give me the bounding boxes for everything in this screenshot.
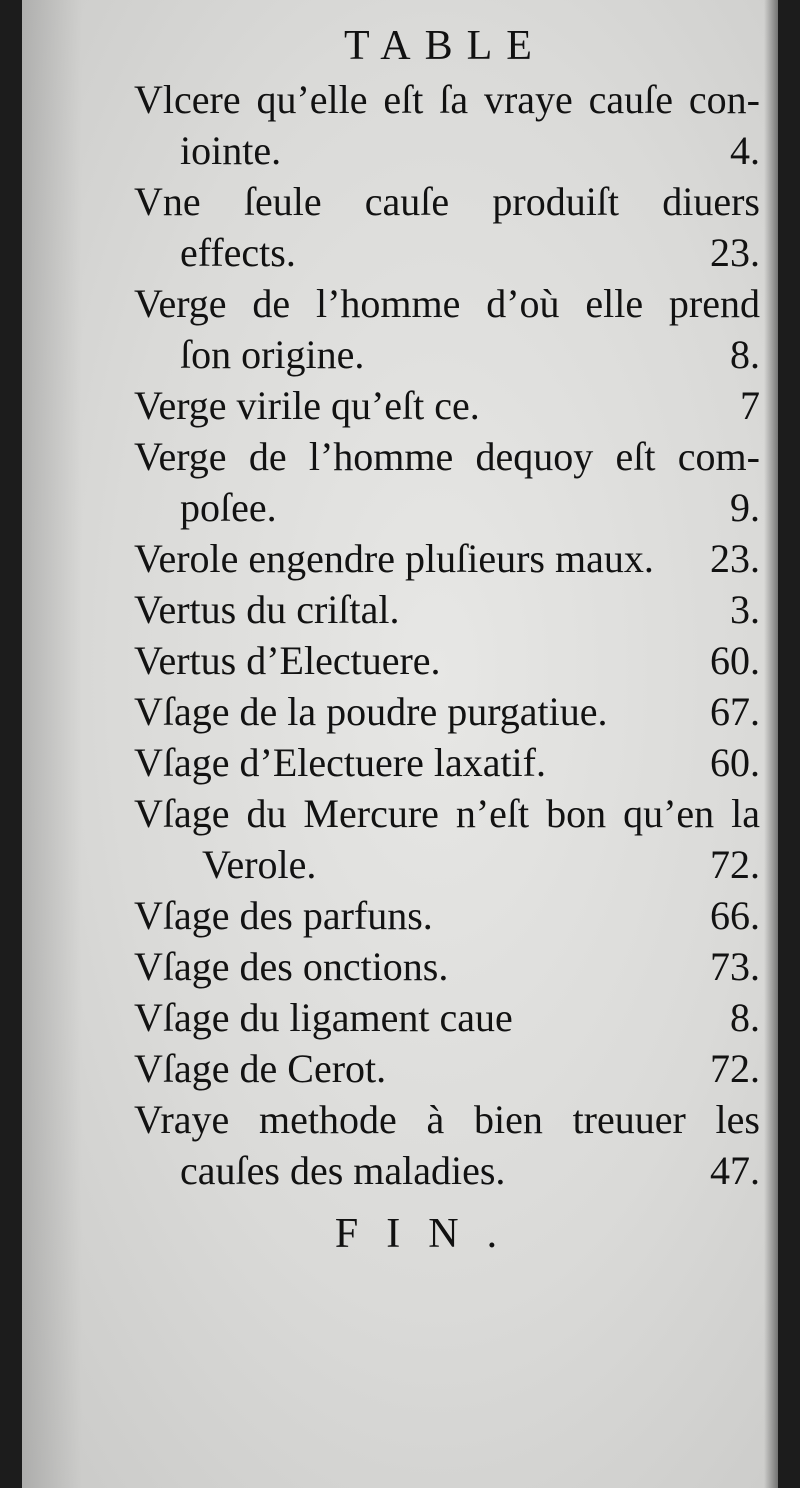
index-entry [134,278,760,380]
index-entry [134,788,760,890]
entry-text: Vſage d’Electuere laxatif. [134,740,546,785]
entry-text: Vſage du Mercure n’eſt bon qu’en la [134,791,760,836]
entry-text: Vraye methode à bien treuuer les [134,1097,760,1142]
entry-line [134,941,760,992]
entry-continuation-line [134,125,760,176]
page-header-table: TABLE [344,23,546,69]
entry-page-number: 67. [710,689,760,734]
entry-text: iointe. [180,128,282,173]
entry-line [134,890,760,941]
entry-line [134,992,760,1043]
entry-text: Vertus du criſtal. [134,587,400,632]
entry-continuation-line [134,839,760,890]
entry-page-number: 47. [710,1148,760,1193]
entry-line [134,278,760,329]
index-entries [134,74,760,1196]
entry-text: Verole. [202,842,317,887]
entry-line [134,584,760,635]
entry-text: Vertus d’Electuere. [134,638,441,683]
entry-line [134,1043,760,1094]
page-edge-shadow [764,0,778,1488]
index-entry [134,941,760,992]
entry-text: Verge de l’homme d’où elle prend [134,281,760,326]
entry-page-number: 66. [710,893,760,938]
entry-page-number: 3. [730,587,760,632]
index-entry [134,1043,760,1094]
index-entry [134,737,760,788]
entry-text: poſee. [180,485,277,530]
entry-line [134,788,760,839]
entry-line [134,686,760,737]
entry-line [134,176,760,227]
entry-text: Vſage des onctions. [134,944,449,989]
entry-text: Vſage de Cerot. [134,1046,387,1091]
index-entry [134,686,760,737]
index-entry [134,584,760,635]
entry-page-number: 8. [730,995,760,1040]
entry-text: Vlcere qu’elle eſt ſa vraye cauſe con- [134,77,760,122]
entry-text: Verge virile qu’eſt ce. [134,383,480,428]
index-entry [134,380,760,431]
index-entry [134,431,760,533]
entry-text: effects. [180,230,296,275]
book-page [22,0,778,1488]
entry-page-number: 9. [730,485,760,530]
entry-page-number: 72. [710,1046,760,1091]
entry-continuation-line [134,227,760,278]
gutter-shadow [22,0,82,1488]
index-entry [134,890,760,941]
end-mark-fin: FIN. [334,1211,526,1257]
entry-text: Vſage des parfuns. [134,893,433,938]
entry-text: ſon origine. [180,332,365,377]
entry-text: Verole engendre pluſieurs maux. [134,536,654,581]
entry-text: cauſes des maladies. [180,1148,506,1193]
entry-line [134,74,760,125]
entry-page-number: 73. [710,944,760,989]
entry-text: Vſage de la poudre purgatiue. [134,689,608,734]
entry-line [134,1094,760,1145]
entry-continuation-line [134,1145,760,1196]
entry-line [134,431,760,482]
index-entry [134,533,760,584]
entry-page-number: 72. [710,842,760,887]
entry-line [134,380,760,431]
entry-page-number: 60. [710,638,760,683]
entry-page-number: 8. [730,332,760,377]
index-entry [134,74,760,176]
index-entry [134,1094,760,1196]
entry-continuation-line [134,329,760,380]
entry-page-number: 23. [710,536,760,581]
entry-text: Vſage du ligament caue [134,995,513,1040]
entry-text: Vne ſeule cauſe produiſt diuers [134,179,760,224]
index-entry [134,176,760,278]
entry-page-number: 7 [740,383,760,428]
entry-line [134,533,760,584]
entry-text: Verge de l’homme dequoy eſt com- [134,434,760,479]
entry-continuation-line [134,482,760,533]
entry-page-number: 23. [710,230,760,275]
entry-line [134,737,760,788]
entry-page-number: 60. [710,740,760,785]
index-entry [134,635,760,686]
entry-line [134,635,760,686]
entry-page-number: 4. [730,128,760,173]
index-entry [134,992,760,1043]
